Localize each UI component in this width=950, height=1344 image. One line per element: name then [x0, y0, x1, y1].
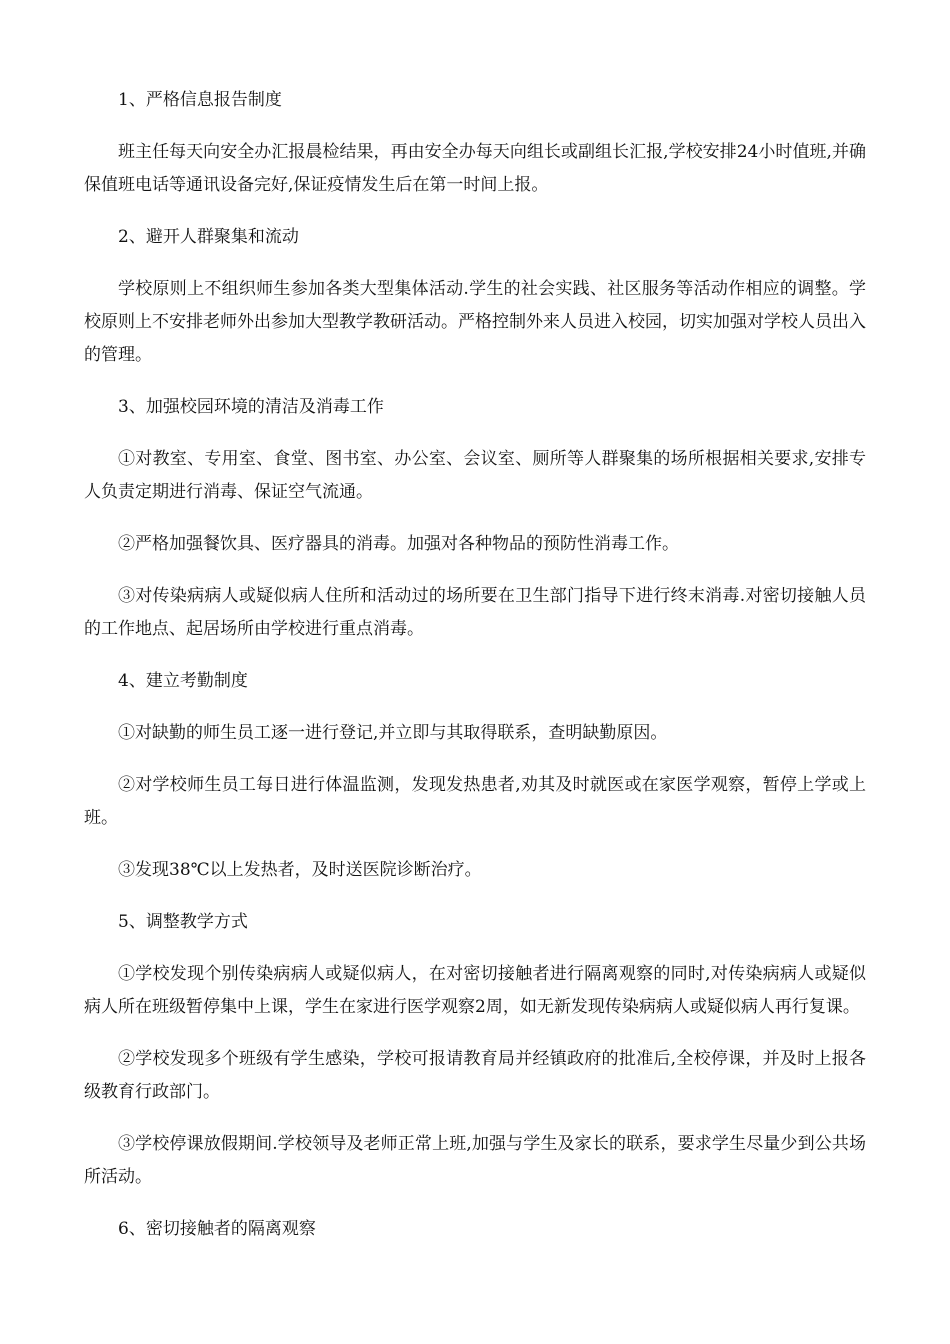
paragraph: ①对教室、专用室、食堂、图书室、办公室、会议室、厕所等人群聚集的场所根据相关要求,安排专人负责定期进行消毒、保证空气流通。 [84, 449, 866, 502]
section-heading: 1、严格信息报告制度 [118, 90, 282, 110]
paragraph: ②学校发现多个班级有学生感染，学校可报请教育局并经镇政府的批准后,全校停课，并及时上报各级教育行政部门。 [84, 1049, 866, 1102]
document-body [84, 84, 866, 1265]
paragraph: 学校原则上不组织师生参加各类大型集体活动.学生的社会实践、社区服务等活动作相应的调整。学校原则上不安排老师外出参加大型教学教研活动。严格控制外来人员进入校园，切实加强对学校人员出入的管理。 [84, 279, 866, 365]
paragraph: ①对缺勤的师生员工逐一进行登记,并立即与其取得联系，查明缺勤原因。 [118, 723, 668, 743]
paragraph: 班主任每天向安全办汇报晨检结果，再由安全办每天向组长或副组长汇报,学校安排24小时值班,并确保值班电话等通讯设备完好,保证疫情发生后在第一时间上报。 [84, 142, 867, 195]
paragraph: ③对传染病病人或疑似病人住所和活动过的场所要在卫生部门指导下进行终末消毒.对密切接触人员的工作地点、起居场所由学校进行重点消毒。 [84, 586, 866, 639]
section-heading: 5、调整教学方式 [118, 912, 248, 932]
paragraph: ②严格加强餐饮具、医疗器具的消毒。加强对各种物品的预防性消毒工作。 [118, 534, 679, 554]
section-heading: 2、避开人群聚集和流动 [118, 227, 299, 247]
paragraph: ①学校发现个别传染病病人或疑似病人，在对密切接触者进行隔离观察的同时,对传染病病人或疑似病人所在班级暂停集中上课，学生在家进行医学观察2周，如无新发现传染病病人或疑似病人再行复课。 [84, 964, 866, 1017]
section-heading: 3、加强校园环境的清洁及消毒工作 [118, 397, 384, 417]
paragraph: ③发现38℃以上发热者，及时送医院诊断治疗。 [118, 860, 482, 880]
section-heading: 4、建立考勤制度 [118, 671, 248, 691]
section-heading: 6、密切接触者的隔离观察 [118, 1219, 316, 1239]
paragraph: ③学校停课放假期间.学校领导及老师正常上班,加强与学生及家长的联系，要求学生尽量少到公共场所活动。 [84, 1134, 866, 1187]
paragraph: ②对学校师生员工每日进行体温监测，发现发热患者,劝其及时就医或在家医学观察，暂停上学或上班。 [84, 775, 866, 828]
